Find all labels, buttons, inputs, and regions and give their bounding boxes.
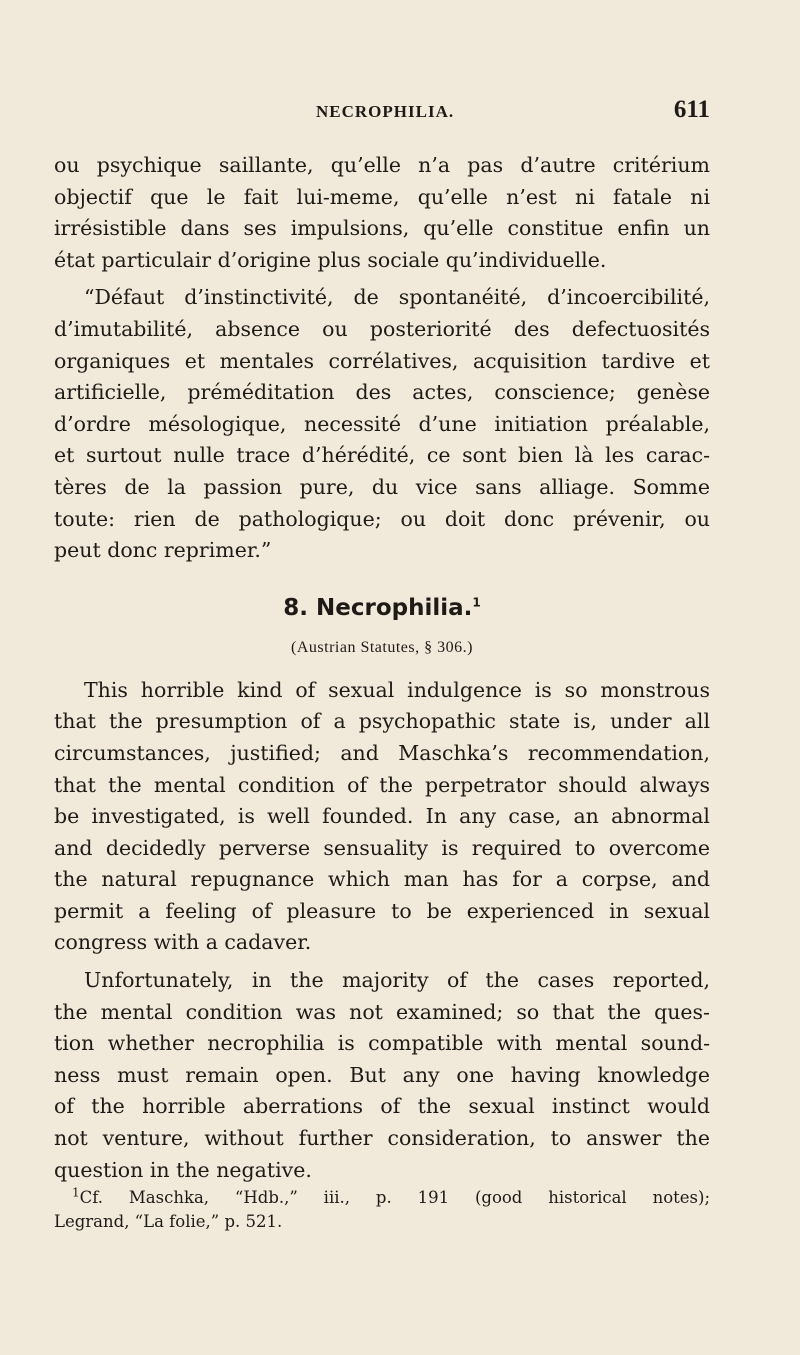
- paragraph-1: [54, 150, 710, 276]
- footnote-mark: 1: [472, 595, 481, 610]
- text-line: permit a feeling of pleasure to be experienced in sexual: [54, 898, 710, 923]
- page-number: 611: [673, 96, 710, 123]
- text-line: and decidedly perverse sensuality is required to overcome: [54, 835, 710, 860]
- footnote: [54, 1186, 710, 1234]
- section-subtitle: (Austrian Statutes, § 306.): [291, 638, 473, 656]
- text-line: objectif que le fait lui-meme, qu’elle n’est ni fatale ni: [54, 184, 710, 209]
- section-title: [54, 593, 710, 623]
- footnote-line: [54, 1186, 710, 1210]
- text-line: peut donc reprimer.”: [54, 538, 272, 563]
- text-line: that the presumption of a psychopathic state is, under all: [54, 709, 710, 734]
- text-line: congress with a cadaver.: [54, 930, 312, 955]
- text-line: organiques et mentales corrélatives, acquisition tardive et: [54, 348, 710, 373]
- text-line: that the mental condition of the perpetrator should always: [54, 772, 710, 797]
- body-text: [54, 150, 710, 1186]
- paragraph-3: [54, 675, 710, 959]
- footnote-text: Cf. Maschka, “Hdb.,” iii., p. 191 (good historical notes);: [79, 1188, 710, 1207]
- text-line: be investigated, is well founded. In any case, an abnormal: [54, 804, 710, 829]
- text-line: ness must remain open. But any one having knowledge: [54, 1062, 710, 1087]
- running-head: NECROPHILIA.: [316, 102, 455, 121]
- text-line: état particulair d’origine plus sociale qu’individuelle.: [54, 247, 607, 272]
- text-line: artificielle, préméditation des actes, conscience; genèse: [54, 380, 710, 405]
- text-line: not venture, without further consideration, to answer the: [54, 1126, 710, 1151]
- text-line: circumstances, justified; and Maschka’s recommendation,: [54, 740, 710, 765]
- text-line: question in the negative.: [54, 1157, 312, 1182]
- text-line: ou psychique saillante, qu’elle n’a pas d’autre critérium: [54, 153, 710, 177]
- text-line: This horrible kind of sexual indulgence is so monstrous: [84, 677, 710, 702]
- paragraph-2: [54, 282, 710, 566]
- text-line: d’ordre mésologique, necessité d’une initiation préalable,: [54, 411, 710, 436]
- text-line: et surtout nulle trace d’hérédité, ce sont bien là les carac-: [54, 443, 710, 468]
- text-line: tion whether necrophilia is compatible with mental sound-: [54, 1031, 710, 1056]
- footnote-line: Legrand, “La folie,” p. 521.: [54, 1212, 283, 1231]
- text-line: Unfortunately, in the majority of the cases reported,: [84, 968, 710, 993]
- section-title-text: 8. Necrophilia.: [283, 594, 473, 621]
- text-line: tères de la passion pure, du vice sans alliage. Somme: [54, 474, 710, 499]
- text-line: “Défaut d’instinctivité, de spontanéité, d’incoercibilité,: [84, 285, 710, 310]
- text-line: of the horrible aberrations of the sexual instinct would: [54, 1094, 710, 1119]
- text-line: toute: rien de pathologique; ou doit donc prévenir, ou: [54, 506, 710, 531]
- text-line: the natural repugnance which man has for a corpse, and: [54, 867, 710, 892]
- footnote-mark: 1: [72, 1185, 80, 1200]
- text-line: irrésistible dans ses impulsions, qu’elle constitue enfin un: [54, 216, 710, 241]
- text-line: d’imutabilité, absence ou posteriorité des defectuosités: [54, 316, 710, 341]
- text-line: the mental condition was not examined; so that the ques-: [54, 999, 710, 1024]
- paragraph-4: [54, 965, 710, 1186]
